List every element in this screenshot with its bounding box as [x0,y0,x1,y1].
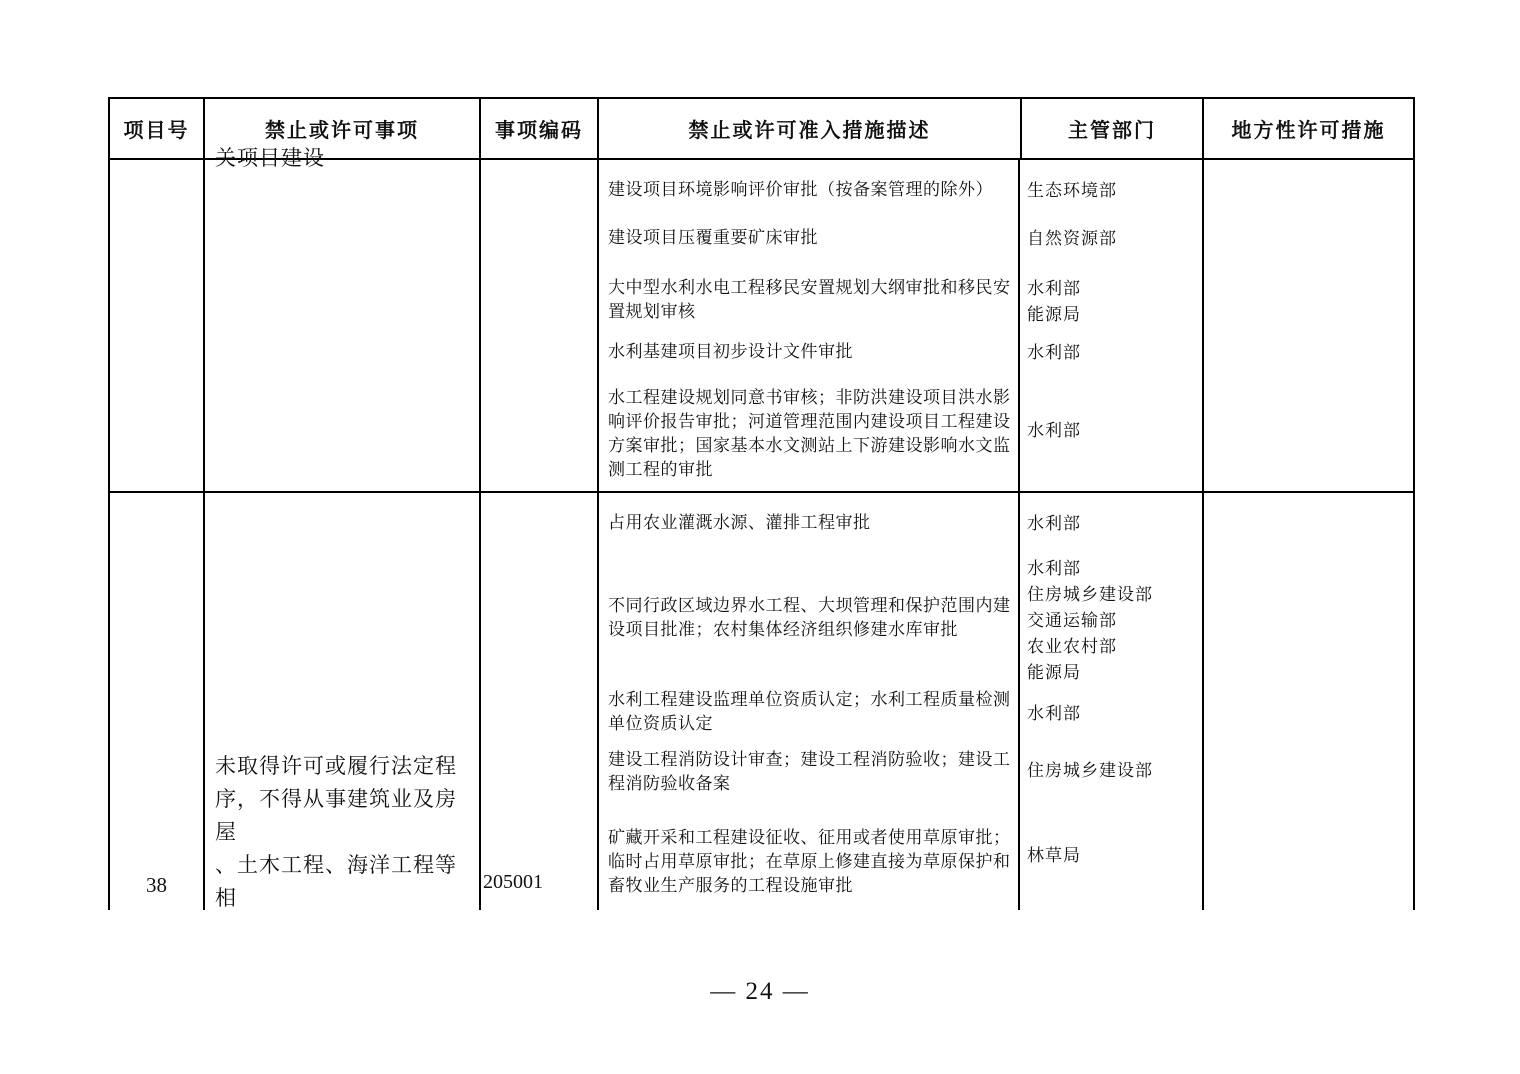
dept-name: 水利部 [1027,514,1081,533]
matter-text-clipped: 关项目建设 [215,146,325,170]
measure-pair [599,802,1202,910]
cell-measures-depts [599,493,1204,910]
matter-line: 未取得许可或履行法定程 [215,754,457,778]
cell-matter [205,146,481,491]
measure-depts [1020,262,1202,328]
dept-name: 生态环境部 [1027,181,1117,200]
table-row [110,146,1413,493]
measure-pair [599,160,1202,210]
dept-name: 自然资源部 [1027,229,1117,248]
cell-code [481,493,599,910]
measure-depts [1020,210,1202,262]
measure-pair [599,262,1202,324]
dept-name: 林草局 [1027,846,1081,865]
measure-depts [1020,688,1202,740]
dept-name: 住房城乡建设部 [1027,585,1153,604]
header-measure-desc: 禁止或许可准入措施描述 [599,99,1022,158]
page-number: — 24 — [710,978,810,1005]
measure-depts [1020,802,1202,910]
measure-pair [599,493,1202,548]
matter-line: 、土木工程、海洋工程等相 [215,853,457,910]
dept-name: 能源局 [1027,305,1081,324]
measure-depts [1020,548,1202,688]
cell-local-measure [1204,493,1413,910]
measure-desc: 占用农业灌溉水源、灌排工程审批 [599,493,1020,548]
header-item-no: 项目号 [110,99,205,158]
header-matter: 禁止或许可事项 [205,99,481,158]
dept-name: 水利部 [1027,559,1081,578]
header-code: 事项编码 [481,99,599,158]
measure-desc: 建设项目压覆重要矿床审批 [599,210,1020,262]
cell-measures-depts [599,160,1204,491]
measure-depts [1020,740,1202,802]
measure-pair [599,210,1202,262]
header-dept: 主管部门 [1022,99,1204,158]
measure-desc: 水利基建项目初步设计文件审批 [599,324,1020,370]
table-row [110,493,1413,910]
measure-desc: 水工程建设规划同意书审核；非防洪建设项目洪水影响评价报告审批；河道管理范围内建设项目工程建设方案审批；国家基本水文测站上下游建设影响水文监测工程的审批 [599,370,1020,491]
dept-name: 农业农村部 [1027,637,1117,656]
header-local-measure: 地方性许可措施 [1231,120,1386,142]
cell-matter [205,493,481,910]
measure-pair [599,688,1202,740]
measure-pair [599,370,1202,491]
dept-name: 交通运输部 [1027,611,1117,630]
matter-line: 序，不得从事建筑业及房屋 [215,787,457,844]
measure-desc: 建设项目环境影响评价审批（按备案管理的除外） [599,160,1020,210]
measure-pair [599,740,1202,802]
dept-name: 住房城乡建设部 [1027,761,1153,780]
measure-desc: 不同行政区域边界水工程、大坝管理和保护范围内建设项目批准；农村集体经济组织修建水库审批 [599,548,1020,688]
dept-name: 水利部 [1027,279,1081,298]
item-no-text: 38 [146,873,167,897]
dept-name: 能源局 [1027,663,1081,682]
cell-local-measure [1204,160,1413,491]
dept-name: 水利部 [1027,704,1081,723]
code-text: 205001 [483,871,543,893]
measure-desc: 矿藏开采和工程建设征收、征用或者使用草原审批；临时占用草原审批；在草原上修建直接为草原保护和畜牧业生产服务的工程设施审批 [599,802,1020,910]
measure-pair [599,548,1202,688]
measure-desc: 水利工程建设监理单位资质认定；水利工程质量检测单位资质认定 [599,688,1020,740]
dept-name: 水利部 [1027,343,1081,362]
cell-item-no [110,160,205,491]
cell-code [481,160,599,491]
negative-list-table [108,97,1415,910]
measure-depts [1020,324,1202,370]
measure-desc: 大中型水利水电工程移民安置规划大纲审批和移民安置规划审核 [599,262,1020,328]
measure-depts [1020,160,1202,210]
matter-text [215,750,477,915]
cell-item-no [110,493,205,910]
measure-pair [599,324,1202,370]
measure-desc: 建设工程消防设计审查；建设工程消防验收；建设工程消防验收备案 [599,740,1020,802]
measure-depts [1020,370,1202,491]
measure-depts [1020,493,1202,548]
dept-name: 水利部 [1027,420,1081,440]
